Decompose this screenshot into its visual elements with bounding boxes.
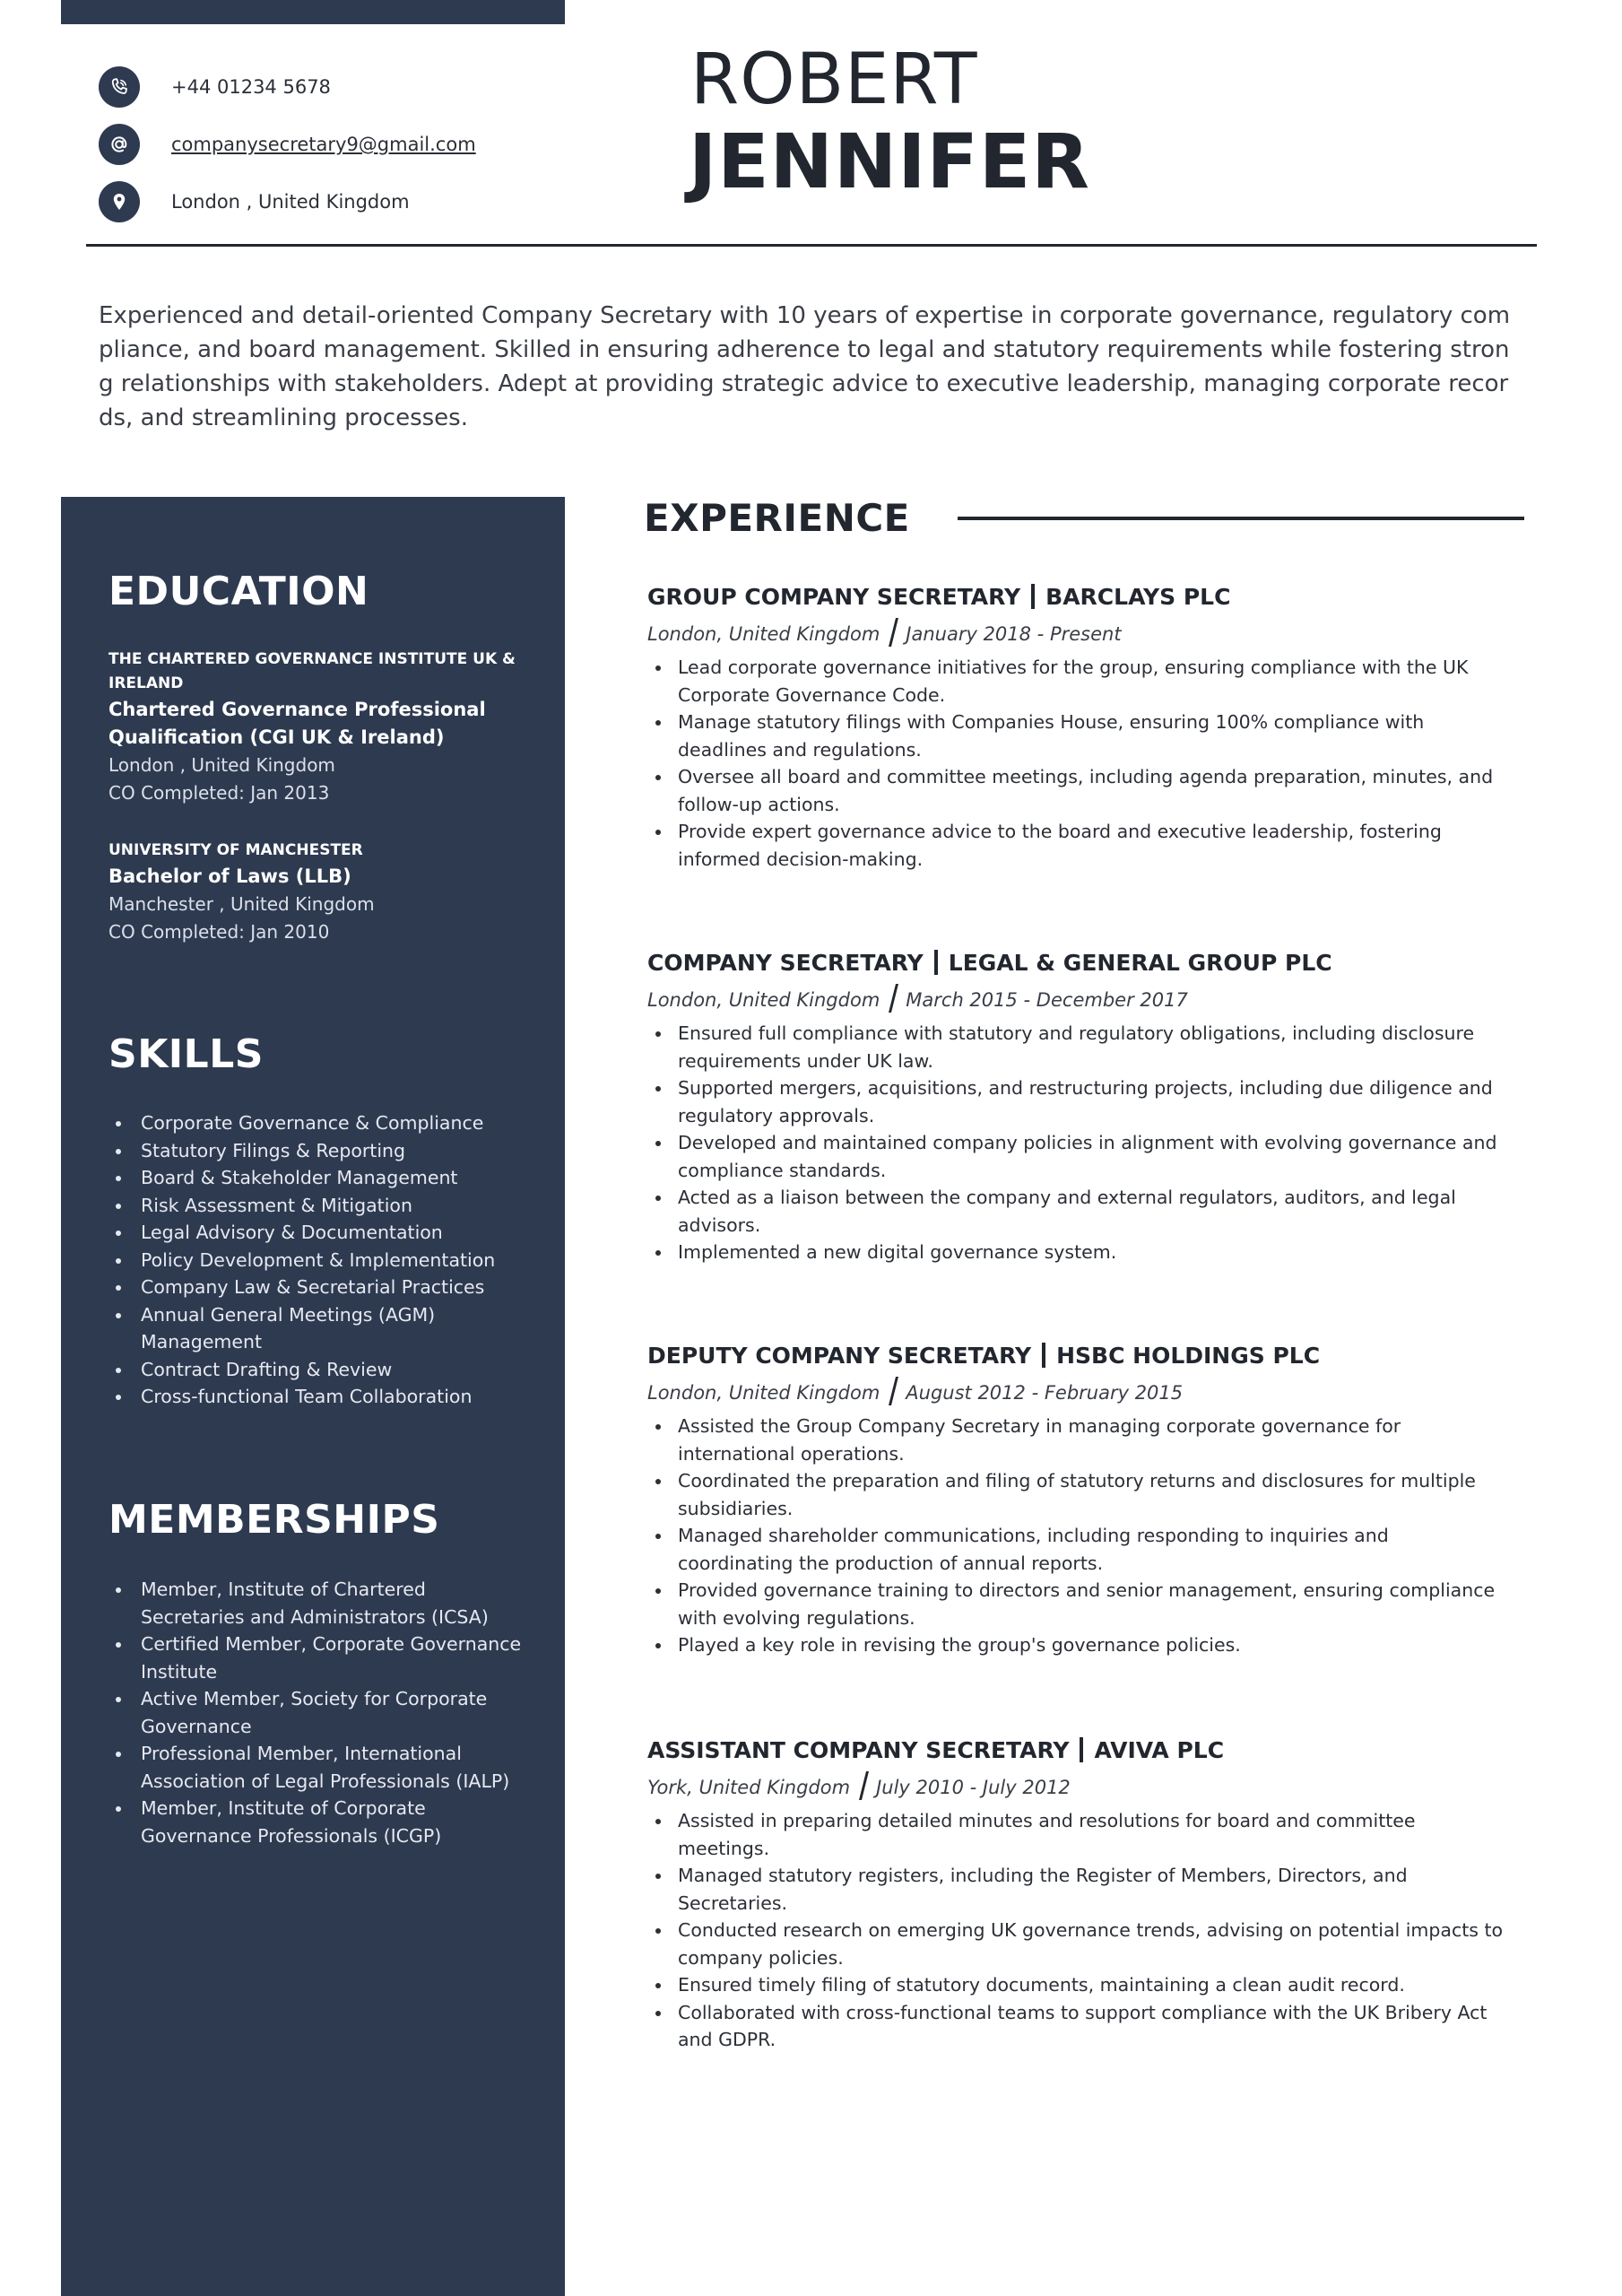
job-bullet: Developed and maintained company policies in alignment with evolving governance and compliance standards.: [647, 1129, 1508, 1184]
skill-item: Cross-functional Team Collaboration: [108, 1383, 530, 1411]
job-title: GROUP COMPANY SECRETARY: [647, 584, 1021, 610]
membership-item: Certified Member, Corporate Governance Institute: [108, 1631, 530, 1685]
job-city: London,: [647, 1382, 724, 1404]
email-icon: [99, 124, 140, 165]
skill-item: Board & Stakeholder Management: [108, 1164, 530, 1192]
skills-heading: SKILLS: [108, 1031, 264, 1077]
education-completed: CO Completed: Jan 2010: [108, 921, 330, 943]
job-meta: [647, 1771, 1508, 1801]
job-bullet: Acted as a liaison between the company and external regulators, auditors, and legal advisors.: [647, 1184, 1508, 1239]
contact-phone-row: [99, 66, 331, 108]
title-separator: [1031, 584, 1035, 609]
skill-item: Contract Drafting & Review: [108, 1356, 530, 1384]
job-bullet: Oversee all board and committee meetings, including agenda preparation, minutes, and follow-up actions.: [647, 763, 1508, 818]
skill-item: Corporate Governance & Compliance: [108, 1109, 530, 1137]
job-company: LEGAL & GENERAL GROUP PLC: [948, 950, 1332, 976]
education-degree: Chartered Governance Professional Qualification (CGI UK & Ireland): [108, 699, 486, 748]
title-separator: [934, 950, 938, 975]
job-bullets: [647, 1413, 1508, 1659]
job-title: COMPANY SECRETARY: [647, 950, 924, 976]
meta-separator: [889, 984, 898, 1013]
top-accent-bar: [61, 0, 565, 24]
meta-separator: [889, 618, 898, 647]
job-bullet: Played a key role in revising the group's governance policies.: [647, 1631, 1508, 1659]
job-bullet: Lead corporate governance initiatives for the group, ensuring compliance with the UK Corporate Governance Code.: [647, 654, 1508, 709]
job-bullet: Coordinated the preparation and filing of statutory returns and disclosures for multiple subsidiaries.: [647, 1467, 1508, 1522]
education-location: Manchester , United Kingdom: [108, 893, 375, 915]
job-entry: [647, 583, 1508, 873]
job-country: United Kingdom: [728, 1382, 880, 1404]
job-meta: [647, 618, 1508, 648]
job-country: United Kingdom: [698, 1777, 851, 1798]
job-title-line: [647, 949, 1508, 978]
skill-item: Legal Advisory & Documentation: [108, 1219, 530, 1247]
job-title-line: [647, 1342, 1508, 1370]
contact-location-row: [99, 181, 410, 222]
job-bullet: Implemented a new digital governance system.: [647, 1239, 1508, 1266]
education-institution: UNIVERSITY OF MANCHESTER: [108, 841, 363, 859]
education-location: London , United Kingdom: [108, 754, 335, 776]
job-bullet: Provide expert governance advice to the board and executive leadership, fostering informed decision-making.: [647, 818, 1508, 873]
job-dates: July 2010 - July 2012: [876, 1777, 1071, 1798]
job-entry: [647, 949, 1508, 1266]
membership-item: Member, Institute of Chartered Secretaries and Administrators (ICSA): [108, 1576, 530, 1631]
job-country: United Kingdom: [728, 623, 880, 645]
experience-heading-rule: [958, 517, 1524, 520]
email-link[interactable]: companysecretary9@gmail.com: [171, 134, 476, 155]
job-entry: [647, 1736, 1508, 2054]
first-name: ROBERT: [690, 39, 978, 120]
job-bullet: Provided governance training to directors and senior management, ensuring compliance with evolving regulations.: [647, 1577, 1508, 1631]
job-dates: January 2018 - Present: [906, 623, 1122, 645]
title-separator: [1042, 1343, 1045, 1368]
job-bullet: Supported mergers, acquisitions, and restructuring projects, including due diligence and regulatory approvals.: [647, 1074, 1508, 1129]
job-city: York,: [647, 1777, 693, 1798]
job-country: United Kingdom: [728, 989, 880, 1011]
last-name: JENNIFER: [689, 117, 1090, 205]
job-company: BARCLAYS PLC: [1045, 584, 1231, 610]
job-title-line: [647, 1736, 1508, 1765]
job-bullet: Managed shareholder communications, including responding to inquiries and coordinating the production of annual reports.: [647, 1522, 1508, 1577]
job-dates: March 2015 - December 2017: [906, 989, 1188, 1011]
job-bullets: [647, 1020, 1508, 1266]
job-bullet: Ensured full compliance with statutory and regulatory obligations, including disclosure requirements under UK law.: [647, 1020, 1508, 1074]
job-city: London,: [647, 989, 724, 1011]
job-bullet: Managed statutory registers, including the Register of Members, Directors, and Secretaries.: [647, 1862, 1508, 1917]
job-bullet: Manage statutory filings with Companies House, ensuring 100% compliance with deadlines and regulations.: [647, 709, 1508, 763]
phone-number[interactable]: +44 01234 5678: [171, 76, 331, 98]
membership-item: Member, Institute of Corporate Governance Professionals (ICGP): [108, 1795, 530, 1849]
phone-icon: [99, 66, 140, 108]
job-bullets: [647, 1807, 1508, 2054]
skill-item: Company Law & Secretarial Practices: [108, 1274, 530, 1301]
job-title: ASSISTANT COMPANY SECRETARY: [647, 1737, 1070, 1763]
skill-item: Statutory Filings & Reporting: [108, 1137, 530, 1165]
location-text: London , United Kingdom: [171, 191, 410, 213]
job-bullet: Ensured timely filing of statutory documents, maintaining a clean audit record.: [647, 1971, 1508, 1999]
title-separator: [1080, 1737, 1083, 1762]
education-institution: THE CHARTERED GOVERNANCE INSTITUTE UK & IRELAND: [108, 650, 516, 692]
skill-item: Risk Assessment & Mitigation: [108, 1192, 530, 1220]
skill-item: Policy Development & Implementation: [108, 1247, 530, 1274]
job-bullet: Assisted the Group Company Secretary in managing corporate governance for international operations.: [647, 1413, 1508, 1467]
meta-separator: [889, 1377, 898, 1405]
contact-email-row: [99, 124, 476, 165]
job-bullets: [647, 654, 1508, 873]
education-degree: Bachelor of Laws (LLB): [108, 865, 351, 887]
profile-summary: Experienced and detail-oriented Company Secretary with 10 years of expertise in corporate governance, regulatory compliance, and board management. Skilled in ensuring adherence to legal and statutory requirements while fostering strong relationships with stakeholders. Adept at providing strategic advice to executive leadership, managing corporate records, and streamlining processes.: [99, 302, 1511, 431]
membership-item: Active Member, Society for Corporate Governance: [108, 1685, 530, 1740]
membership-item: Professional Member, International Association of Legal Professionals (IALP): [108, 1740, 530, 1795]
skill-item: Annual General Meetings (AGM) Management: [108, 1301, 530, 1356]
job-bullet: Assisted in preparing detailed minutes and resolutions for board and committee meetings.: [647, 1807, 1508, 1862]
job-company: AVIVA PLC: [1094, 1737, 1225, 1763]
job-title-line: [647, 583, 1508, 612]
location-pin-icon: [99, 181, 140, 222]
header-divider: [86, 244, 1537, 247]
memberships-list: [108, 1576, 530, 1849]
job-meta: [647, 1377, 1508, 1406]
job-bullet: Conducted research on emerging UK governance trends, advising on potential impacts to company policies.: [647, 1917, 1508, 1971]
job-city: London,: [647, 623, 724, 645]
job-meta: [647, 984, 1508, 1013]
job-title: DEPUTY COMPANY SECRETARY: [647, 1343, 1032, 1369]
education-item: [108, 839, 530, 946]
job-dates: August 2012 - February 2015: [906, 1382, 1184, 1404]
memberships-heading: MEMBERSHIPS: [108, 1497, 440, 1543]
job-company: HSBC HOLDINGS PLC: [1056, 1343, 1321, 1369]
experience-heading: EXPERIENCE: [644, 496, 910, 540]
skills-list: [108, 1109, 530, 1411]
job-bullet: Collaborated with cross-functional teams to support compliance with the UK Bribery Act and GDPR.: [647, 1999, 1508, 2054]
meta-separator: [859, 1771, 869, 1800]
education-completed: CO Completed: Jan 2013: [108, 782, 330, 804]
sidebar: [61, 497, 565, 2296]
job-entry: [647, 1342, 1508, 1659]
education-item: [108, 648, 530, 807]
education-heading: EDUCATION: [108, 569, 369, 614]
